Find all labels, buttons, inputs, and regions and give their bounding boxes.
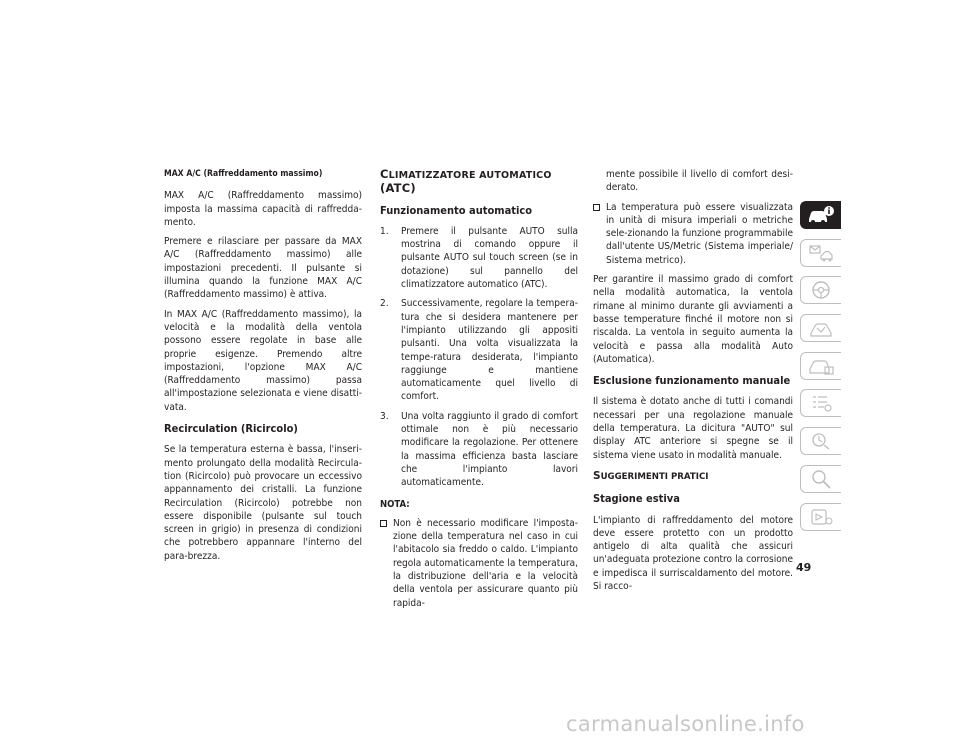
index-search-icon [807,468,835,490]
manual-override-heading: Esclusione funzionamento manuale [593,374,791,388]
paragraph: L'impianto di raffreddamento del motore deve essere protetto con un prodotto antigelo di alta qualità che assicuri un'adeguata protezione contro la corrosione e impedisca il surriscaldamento del motore. Si racco- [593,514,793,593]
multimedia-icon [807,506,835,528]
note-label: NOTA: [380,498,410,510]
paragraph: Il sistema è dotato anche di tutti i comandi necessari per una regolazione manuale della temperatura. La dicitura "AUTO" sul display ATC anteriore si spegne se il sistema viene usato in modalità manuale. [593,396,793,461]
list-item: Non è necessario modificare l'imposta-zione della temperatura nel caso in cui l'abitacolo sia freddo o caldo. L'impianto regola automaticamente la temperatura, la distribuzione dell'aria e la velocità della ventola per assicurare quanto più rapida- [380,517,578,610]
summer-season-heading: Stagione estiva [593,492,680,506]
car-info-icon [807,204,835,226]
paragraph-continuation: mente possibile il livello di comfort desi-derato. [606,169,793,194]
list-item: 3. Una volta raggiunto il grado di comfort ottimale non è più necessario modificare la regolazione. Per ottenere la massima efficienza basta lasciare che l'impianto lavori automaticamente. [380,410,578,489]
maintenance-checklist-icon [807,392,835,414]
paragraph: Se la temperatura esterna è bassa, l'inseri-mento prolungato della modalità Recircula-tion (Ricircolo) può provocare un eccessivo appannamento dei cristalli. La funzione Recirculation (Ricircolo) potrebbe non essere disponibile (pulsante sul touch screen in grigio) in presenza di condizioni che potrebbero appannare l'interno del para-brezza. [164,444,362,562]
column-left [164,168,362,569]
list-item: 2. Successivamente, regolare la tempera-tura che si desidera mantenere per l'impianto utilizzando gli appositi pulsanti. Una volta visualizzata la tempe-ratura desiderata, l'impianto raggiunge e mantiene automaticamente quel livello di comfort. [380,298,578,403]
tab-multimedia[interactable] [800,503,841,531]
column-right [593,168,793,599]
square-bullet-icon [593,204,600,211]
car-toolbox-icon [807,355,835,377]
paragraph: Premere e rilasciare per passare da MAX A/C (Raffreddamento massimo) alle impostazioni precedenti. Il pulsante si illumina quando la funzione MAX A/C (Raffreddamento massimo) è attiva. [164,236,362,301]
technical-specs-icon [807,430,835,452]
atc-heading: CLIMATIZZATORE AUTOMATICO (ATC) [380,167,552,196]
tab-index-search[interactable] [800,465,841,493]
square-bullet-icon [380,520,387,527]
steps-list [380,225,578,490]
note-list [380,517,578,610]
tab-car-toolbox[interactable] [800,352,841,380]
note-list [593,201,793,267]
tab-maintenance[interactable] [800,389,841,417]
max-ac-heading: MAX A/C (Raffreddamento massimo) [164,169,323,179]
list-item: La temperatura può essere visualizzata in unità di misura imperiali o metriche sele-zionando la funzione programmabile dall'utente US/Metric (Sistema imperiale/ Sistema metrico). [593,201,793,267]
column-middle [380,168,578,616]
tab-steering-wheel[interactable] [800,276,841,304]
tab-airbag-safety[interactable] [800,314,841,342]
warning-lights-icon [807,242,835,264]
paragraph: In MAX A/C (Raffreddamento massimo), la velocità e la modalità della ventola possono essere regolate in base alle proprie esigenze. Premendo altre impostazioni, l'opzione MAX A/C (Raffreddamento massimo) passa all'impostazione selezionata e viene disatti-vata. [164,308,362,413]
paragraph: MAX A/C (Raffreddamento massimo) imposta la massima capacità di raffredda-mento. [164,190,362,228]
steering-wheel-icon [807,279,835,301]
automatic-operation-heading: Funzionamento automatico [380,203,533,217]
tab-technical-specs[interactable] [800,427,841,455]
paragraph: Per garantire il massimo grado di comfort nella modalità automatica, la ventola rimane al minimo durante gli avviamenti a basse temperature finché il motore non si riscalda. La ventola in seguito aumenta la velocità e passa alla modalità Auto (Automatica). [593,274,793,365]
page-number: 49 [796,561,812,574]
recirculation-heading: Recirculation (Ricircolo) [164,422,298,436]
chapter-tabs [800,201,842,540]
practical-tips-heading: SUGGERIMENTI PRATICI [593,469,709,482]
watermark-text: carmanualsonline.info [566,712,805,736]
tab-warning-lights[interactable] [800,239,841,267]
tab-car-info[interactable] [800,201,841,229]
list-item: 1. Premere il pulsante AUTO sulla mostrina di comando oppure il pulsante AUTO sul touch screen (se in dotazione) sul pannello del climatizzatore automatico (ATC). [380,225,578,291]
airbag-safety-icon [807,317,835,339]
